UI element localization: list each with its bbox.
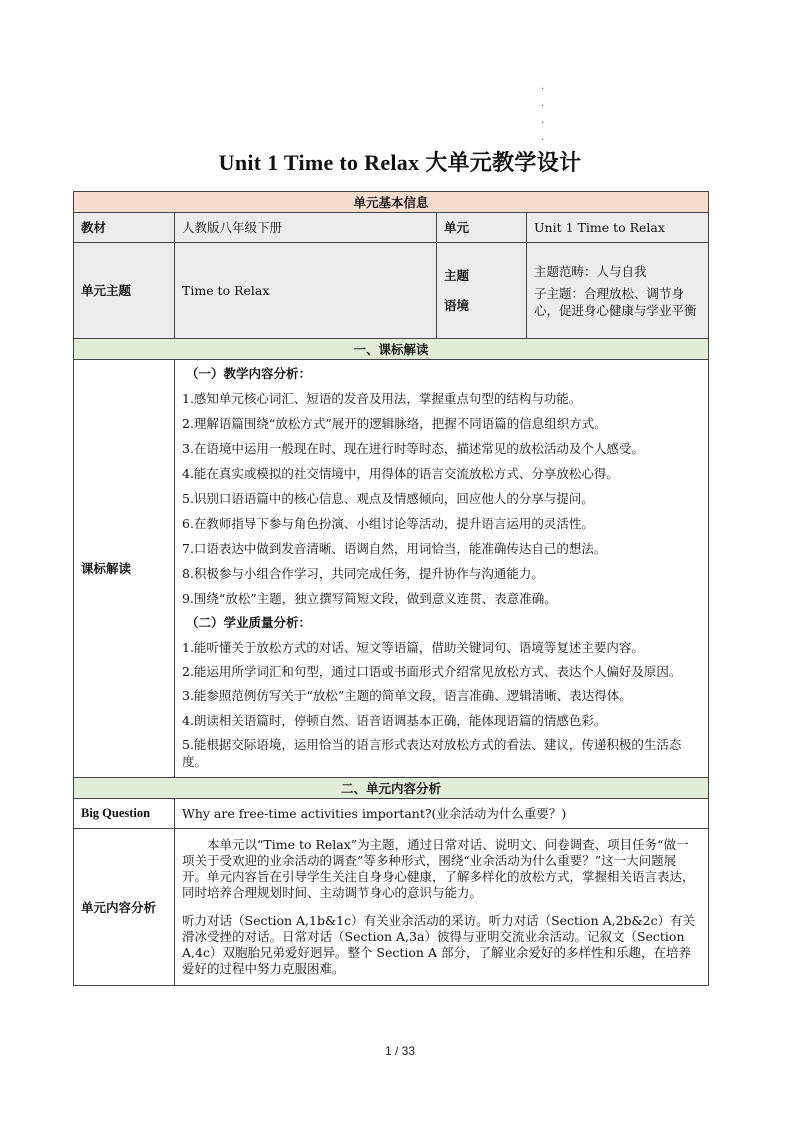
section1-title: （一）教学内容分析：: [186, 366, 312, 381]
section2-item: 3.能参照范例仿写关于“放松”主题的简单文段，语言准确、逻辑清晰、表达得体。: [182, 688, 632, 703]
context-label: [437, 243, 527, 339]
section1-item: 1.感知单元核心词汇、短语的发音及用法，掌握重点句型的结构与功能。: [182, 391, 582, 406]
textbook-row: [74, 213, 709, 243]
standards-row: [74, 360, 709, 778]
standards-label: 课标解读: [74, 360, 175, 778]
section2-item: 2.能运用所学词汇和句型，通过口语或书面形式介绍常见放松方式、表达个人偏好及原因。: [182, 664, 682, 679]
page-indicator: 1 / 33: [384, 1044, 416, 1058]
section1-item: 3.在语境中运用一般现在时、现在进行时等时态，描述常见的放松活动及个人感受。: [182, 441, 644, 456]
section2-item: 4.朗读相关语篇时，停顿自然、语音语调基本正确，能体现语篇的情感色彩。: [182, 713, 607, 728]
section1-item: 7.口语表达中做到发音清晰、语调自然，用词恰当，能准确传达自己的想法。: [182, 541, 607, 556]
context-label-line-2: 语境: [444, 297, 470, 313]
content-paragraph-2: 听力对话（Section A,1b&1c）有关业余活动的采访。听力对话（Section A,2b&2c）有关滑冰受挫的对话。日常对话（Section A,3a）彼得与亚明交流业余活动。记叙文（Section A,4c）双胞胎兄弟爱好迥异。整个 Section A 部分，了解业余爱好的多样性和乐趣，在培养爱好的过程中努力克服困难。: [182, 913, 696, 976]
standards-content: [175, 360, 709, 778]
decorative-dots: . . . .: [541, 81, 545, 143]
section2-item: 1.能听懂关于放松方式的对话、短文等语篇，借助关键词句、语境等复述主要内容。: [182, 640, 644, 655]
section1-item: 8.积极参与小组合作学习，共同完成任务，提升协作与沟通能力。: [182, 566, 544, 581]
basic-info-header-row: [74, 192, 709, 213]
content-analysis-label: 单元内容分析: [74, 829, 175, 986]
content-analysis-header-row: [74, 778, 709, 799]
unit-design-table: [73, 191, 709, 986]
theme-row: [74, 243, 709, 339]
section1-item: 2.理解语篇围绕“放松方式”展开的逻辑脉络，把握不同语篇的信息组织方式。: [182, 416, 607, 431]
unit-value: Unit 1 Time to Relax: [527, 213, 709, 243]
big-question-label: Big Question: [74, 799, 175, 829]
content-analysis-header: 二、单元内容分析: [74, 778, 709, 799]
content-paragraph-1: 本单元以“Time to Relax”为主题，通过日常对话、说明文、问卷调查、项目任务“做一项关于受欢迎的业余活动的调查”等多种形式，围绕“业余活动为什么重要？”这一大问题展开。单元内容旨在引导学生关注自身身心健康，了解多样化的放松方式，掌握相关语言表达，同时培养合理规划时间、主动调节身心的意识与能力。: [182, 837, 695, 900]
section1-item: 6.在教师指导下参与角色扮演、小组讨论等活动，提升语言运用的灵活性。: [182, 516, 594, 531]
theme-label: 单元主题: [74, 243, 175, 339]
standards-header: 一、课标解读: [74, 339, 709, 360]
section2-title: （二）学业质量分析：: [186, 615, 312, 630]
context-line-1: 主题范畴：人与自我: [534, 264, 647, 279]
big-question-row: [74, 799, 709, 829]
context-value: [527, 243, 709, 339]
context-line-2: 子主题：合理放松、调节身心，促进身心健康与学业平衡: [534, 286, 697, 318]
page-title: Unit 1 Time to Relax 大单元教学设计: [218, 150, 582, 175]
textbook-value: 人教版八年级下册: [175, 213, 437, 243]
context-label-line-1: 主题: [444, 267, 470, 283]
unit-label: 单元: [437, 213, 527, 243]
standards-header-row: [74, 339, 709, 360]
content-analysis-text: [175, 829, 709, 986]
section1-item: 5.识别口语语篇中的核心信息、观点及情感倾向，回应他人的分享与提问。: [182, 491, 594, 506]
section2-item: 5.能根据交际语境，运用恰当的语言形式表达对放松方式的看法、建议，传递积极的生活态度。: [182, 737, 682, 769]
big-question-value: Why are free-time activities important?(业余活动为什么重要？): [175, 799, 709, 829]
basic-info-header: 单元基本信息: [74, 192, 709, 213]
section1-item: 9.围绕“放松”主题，独立撰写简短文段，做到意义连贯、表意准确。: [182, 591, 557, 606]
section1-item: 4.能在真实或模拟的社交情境中，用得体的语言交流放松方式、分享放松心得。: [182, 466, 619, 481]
theme-value: Time to Relax: [175, 243, 437, 339]
content-analysis-row: [74, 829, 709, 986]
textbook-label: 教材: [74, 213, 175, 243]
